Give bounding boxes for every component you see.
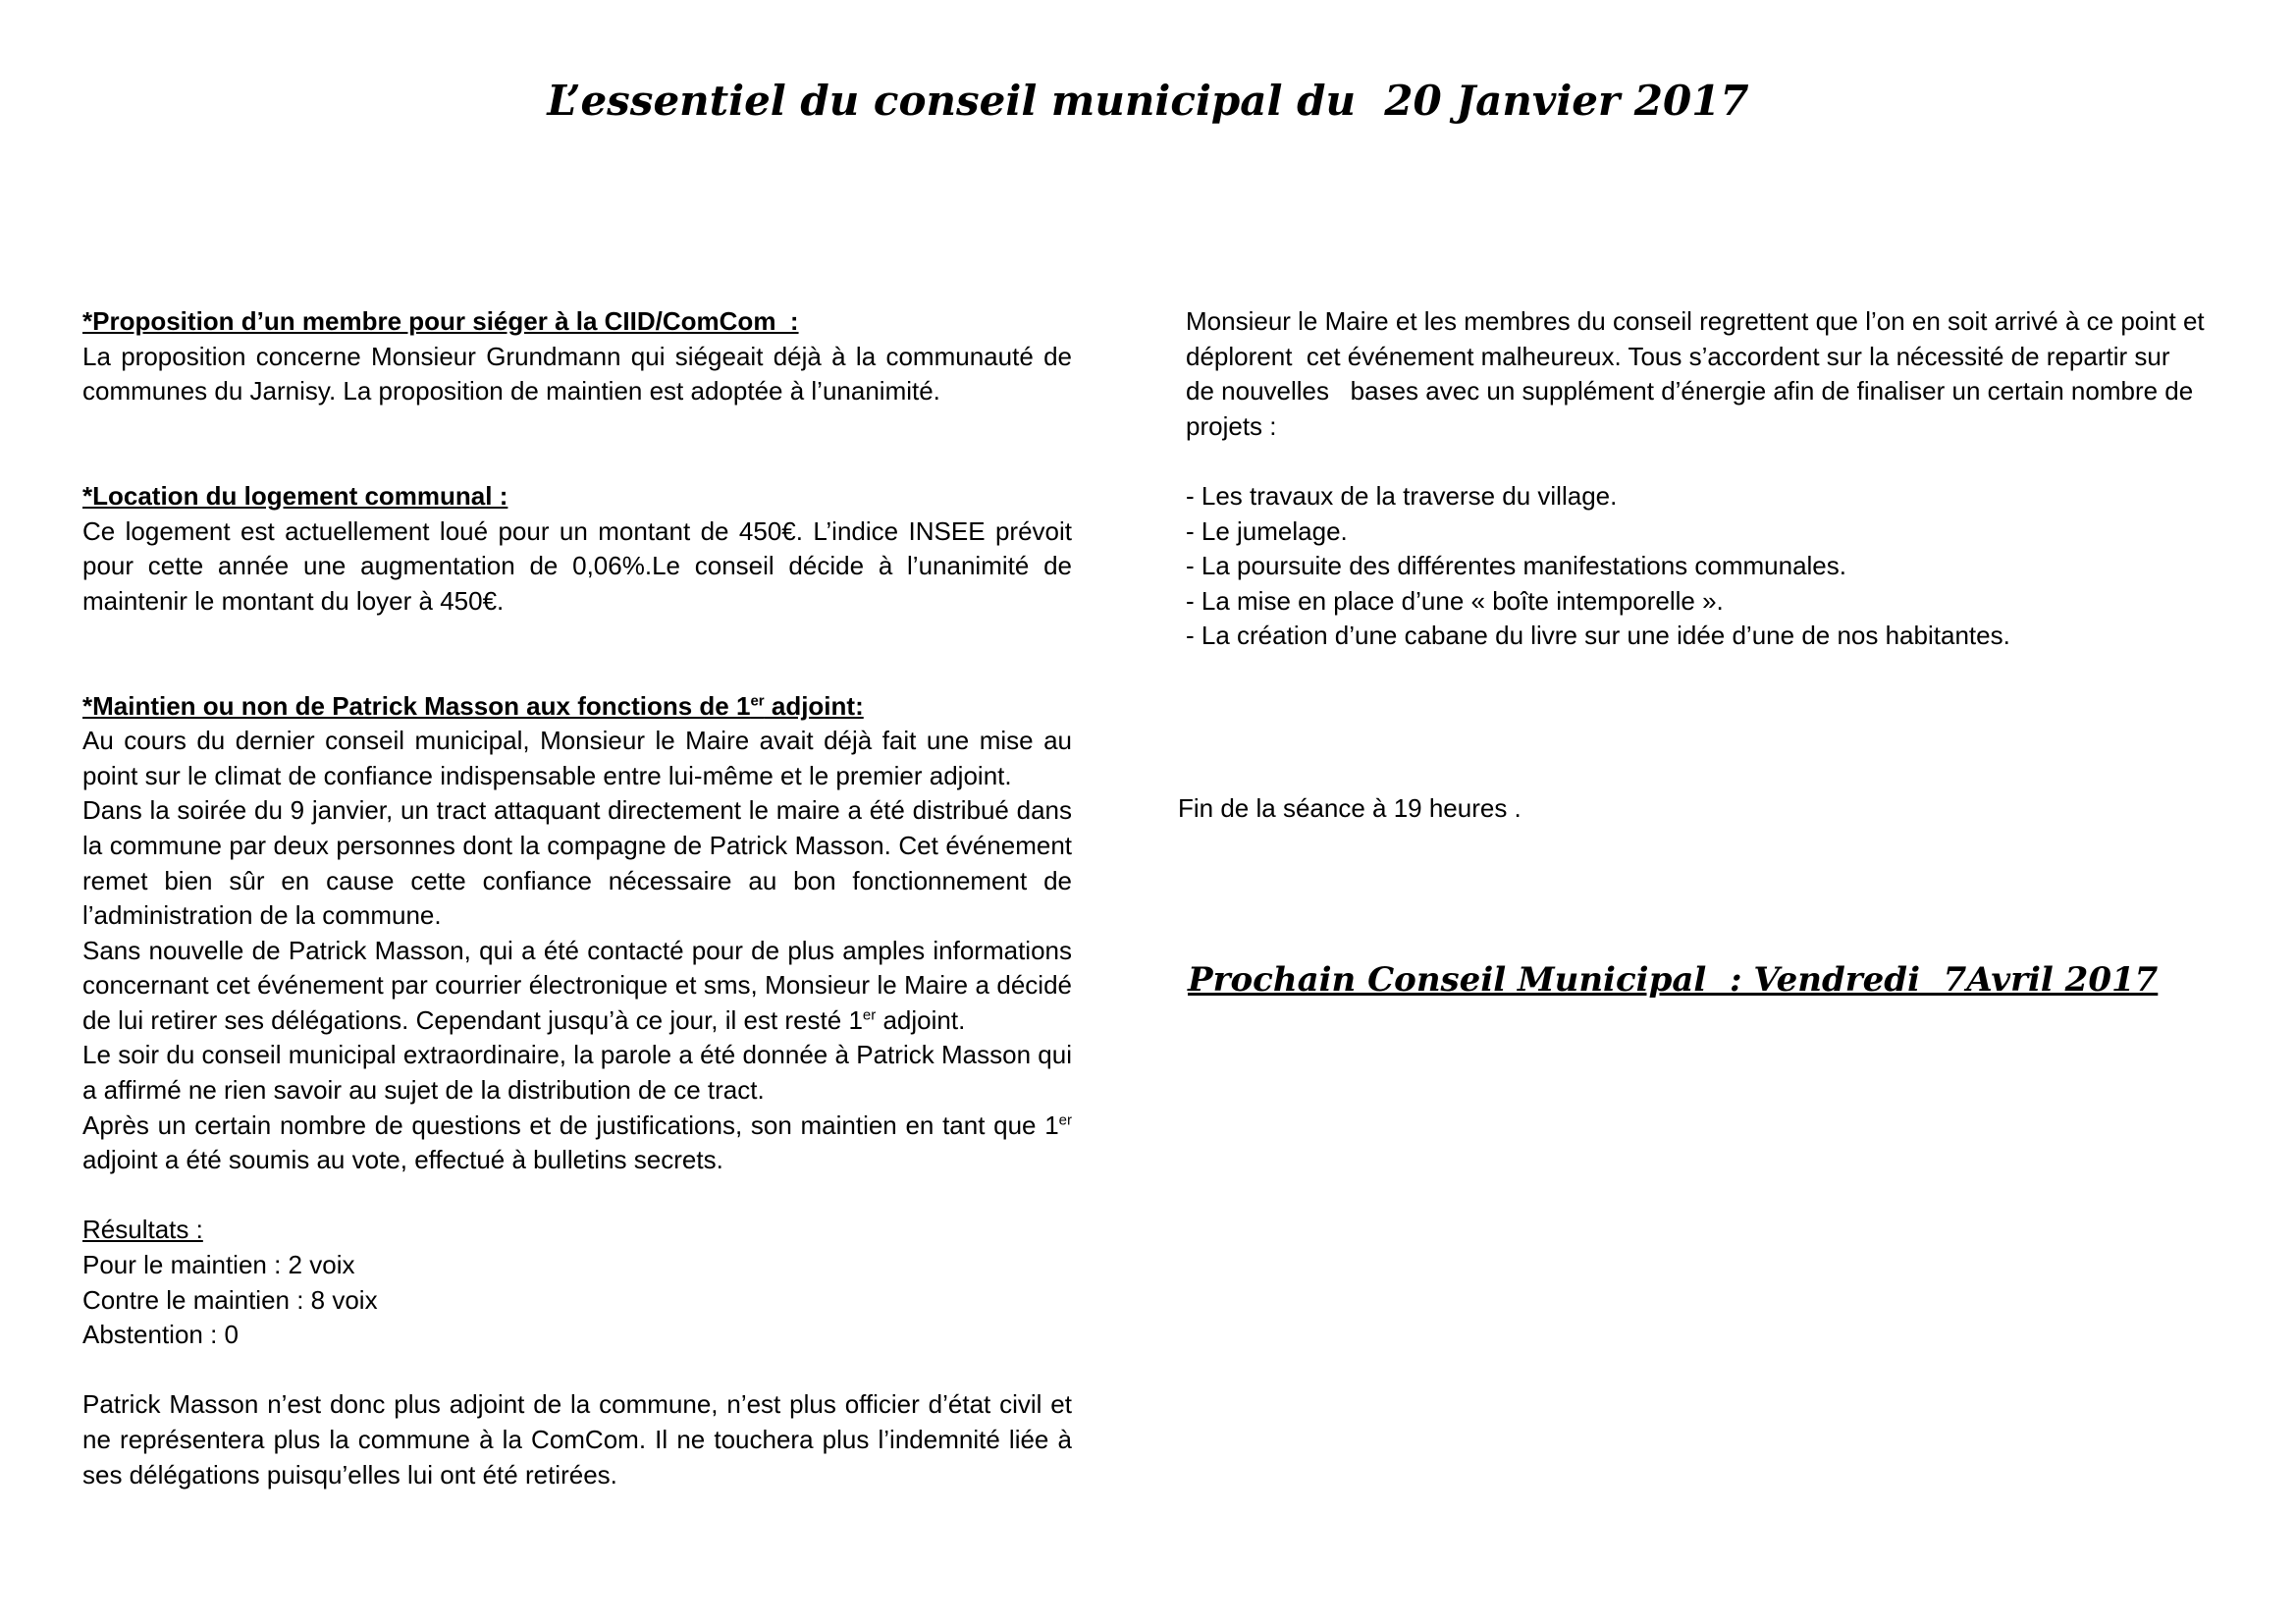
section-heading: *Maintien ou non de Patrick Masson aux fonctions de 1er adjoint: (82, 690, 864, 721)
results-abstention: Abstention : 0 (82, 1320, 239, 1350)
project-item: - Le jumelage. (1186, 515, 1348, 546)
paragraph-previous-council: Au cours du dernier conseil municipal, Monsieur le Maire avait déjà fait une mise au point sur le climat de confiance indispensable entre lui-même et le premier adjoint. (82, 726, 1072, 790)
section-ciid-proposal (82, 304, 1072, 409)
section-housing-rental (82, 479, 1072, 619)
left-column (82, 304, 1072, 1492)
paragraph-extraordinary-council: Le soir du conseil municipal extraordinaire, la parole a été donnée à Patrick Masson qui a affirmé ne rien savoir au sujet de la distribution de ce tract. (82, 1040, 1072, 1106)
regret-line: projets : (1186, 410, 1277, 441)
project-item: - La mise en place d’une « boîte intemporelle ». (1186, 585, 1724, 616)
section-heading: *Location du logement communal : (82, 480, 508, 511)
results-against: Contre le maintien : 8 voix (82, 1284, 378, 1315)
regret-line: de nouvelles bases avec un supplément d’énergie afin de finaliser un certain nombre de (1186, 376, 2194, 406)
regret-line: Monsieur le Maire et les membres du conseil regrettent que l’on en soit arrivé à ce point et (1186, 306, 2205, 336)
page-title: L’essentiel du conseil municipal du 20 Janvier 2017 (547, 77, 1749, 125)
results-label: Résultats : (82, 1215, 203, 1245)
section-text: La proposition concerne Monsieur Grundmann qui siégeait déjà à la communauté de communes du Jarnisy. La proposition de maintien est adoptée à l’unanimité. (82, 341, 1072, 406)
paragraph-tract: Dans la soirée du 9 janvier, un tract attaquant directement le maire a été distribué dans la commune par deux personnes dont la compagne de Patrick Masson. Cet événement remet bien sûr en cause cette confiance nécessaire au bon fonctionnement de l’administration de la commune. (82, 795, 1072, 931)
project-item: - Les travaux de la traverse du village. (1186, 480, 1618, 511)
section-text: Ce logement est actuellement loué pour un montant de 450€. L’indice INSEE prévoit pour cette année une augmentation de 0,06%.Le conseil décide à l’unanimité de maintenir le montant du loyer à 450€. (82, 515, 1072, 616)
project-item: - La poursuite des différentes manifestations communales. (1186, 551, 1846, 581)
right-column (1186, 304, 2207, 654)
regret-line: déplorent cet événement malheureux. Tous s’accordent sur la nécessité de repartir sur (1186, 341, 2170, 371)
vote-results (82, 1213, 1072, 1352)
section-deputy-vote (82, 689, 1072, 1178)
results-for: Pour le maintien : 2 voix (82, 1250, 355, 1280)
project-item: - La création d’une cabane du livre sur une idée d’une de nos habitantes. (1186, 621, 2010, 651)
paragraph-vote: Après un certain nombre de questions et de justifications, son maintien en tant que 1er adjoint a été soumis au vote, effectué à bulletins secrets. (82, 1110, 1072, 1175)
next-council-notice: Prochain Conseil Municipal : Vendredi 7Avril 2017 (1188, 960, 2159, 1000)
conclusion-paragraph: Patrick Masson n’est donc plus adjoint de la commune, n’est plus officier d’état civil et ne représentera plus la commune à la ComCom. Il ne touchera plus l’indemnité liée à ses délégations puisqu’elles lui ont été retirées. (82, 1389, 1072, 1489)
paragraph-delegations: Sans nouvelle de Patrick Masson, qui a été contacté pour de plus amples informations concernant cet événement par courrier électronique et sms, Monsieur le Maire a décidé de lui retirer ses délégations. Cependant jusqu’à ce jour, il est resté 1er adjoint. (82, 935, 1072, 1035)
session-end-text: Fin de la séance à 19 heures . (1178, 793, 1522, 823)
section-heading: *Proposition d’un membre pour siéger à la CIID/ComCom : (82, 306, 799, 336)
